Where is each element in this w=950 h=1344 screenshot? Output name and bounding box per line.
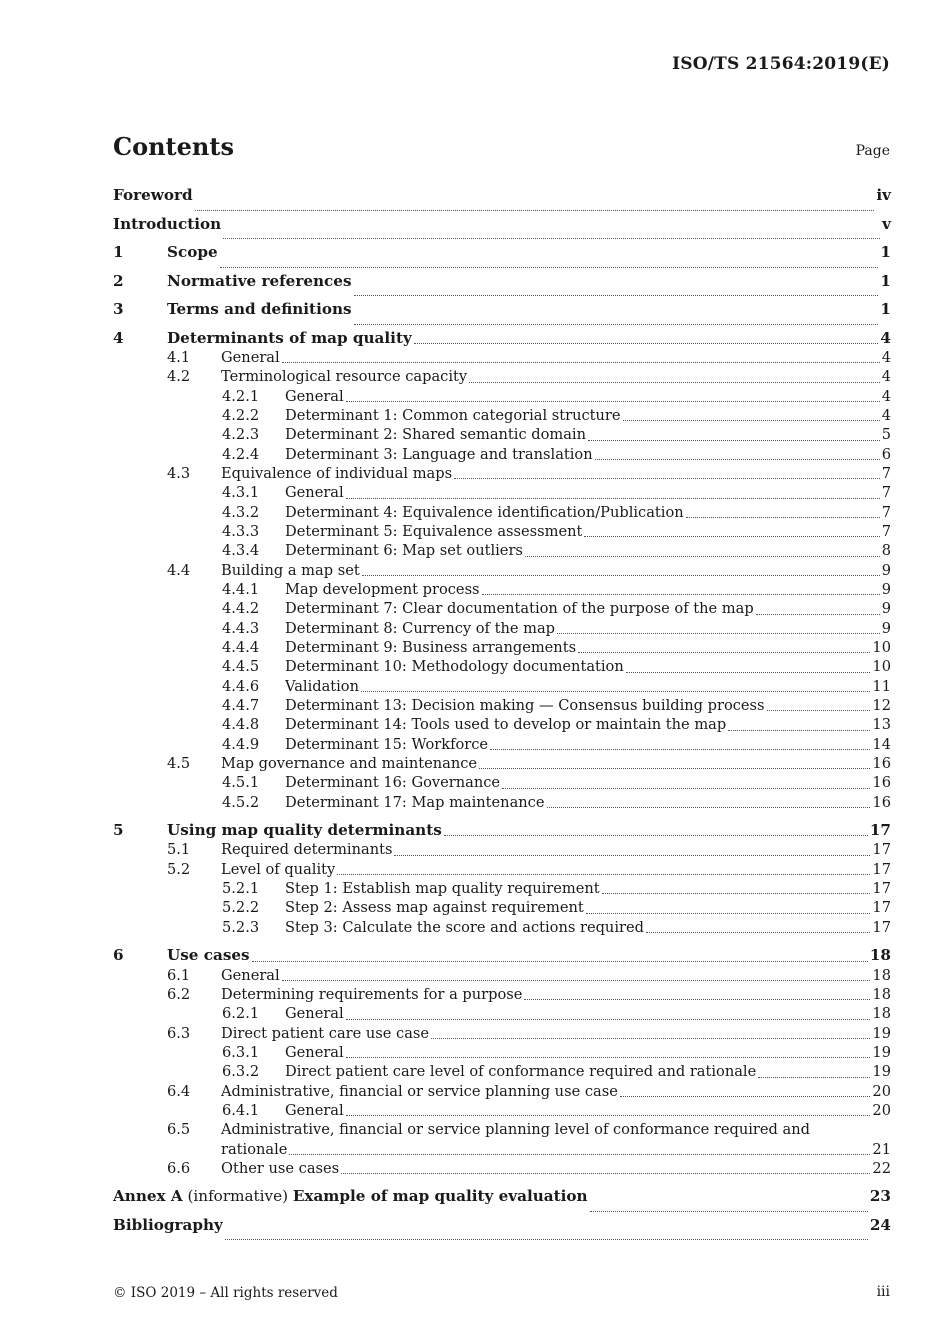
toc-page: 7: [881, 522, 891, 540]
toc-number: 4.4.5: [222, 658, 260, 676]
toc-entry-bibliography[interactable]: [113, 1216, 891, 1245]
toc-page: 11: [872, 677, 891, 695]
toc-page: 16: [872, 774, 891, 792]
toc-entry-6-1[interactable]: [113, 966, 891, 985]
toc-number: 4.3.1: [222, 484, 260, 502]
toc-title: General: [285, 1043, 344, 1061]
toc-title: Map governance and maintenance: [221, 755, 478, 773]
dot-leader: [223, 238, 880, 239]
annex-prefix: Annex A: [113, 1187, 183, 1206]
dot-leader: [578, 652, 870, 653]
dot-leader: [444, 835, 868, 836]
toc-entry-6-4[interactable]: [113, 1082, 891, 1101]
toc-entry-6-4-1[interactable]: [113, 1101, 891, 1120]
toc-entry-4-2-4[interactable]: [113, 445, 891, 464]
toc-title: Terminological resource capacity: [221, 368, 468, 386]
dot-leader: [557, 633, 880, 634]
toc-title: Direct patient care use case: [221, 1024, 430, 1042]
toc-number: 4.4.4: [222, 639, 260, 656]
toc-page: 9: [881, 619, 891, 637]
toc-number: 5.2.2: [222, 899, 260, 917]
dot-leader: [346, 1057, 871, 1058]
toc-title: Determinant 17: Map maintenance: [285, 793, 545, 811]
toc-page: 18: [872, 966, 891, 984]
toc-title: Normative references: [167, 271, 352, 290]
toc-number: 4.5.2: [222, 793, 260, 811]
toc-title: Determinant 2: Shared semantic domain: [285, 426, 586, 444]
toc-number: 6.4: [167, 1082, 191, 1100]
page-number: iii: [876, 1284, 890, 1300]
toc-number: 4.2.2: [222, 406, 260, 424]
dot-leader: [469, 382, 880, 383]
toc-number: 6.5: [167, 1121, 191, 1139]
toc-title: Foreword: [113, 186, 193, 204]
toc-entry-6-6[interactable]: [113, 1159, 891, 1178]
toc-page: 18: [872, 985, 891, 1003]
dot-leader: [346, 401, 880, 402]
toc-number: 6: [113, 946, 124, 965]
toc-page: 1: [880, 243, 891, 261]
toc-title: Determinant 13: Decision making — Consensus building process: [285, 697, 765, 715]
dot-leader: [595, 459, 880, 460]
toc-entry-4-4-9[interactable]: [113, 735, 891, 754]
toc-number: 6.6: [167, 1159, 191, 1177]
toc-number: 4.4.6: [222, 677, 260, 695]
toc-page: 17: [872, 860, 891, 878]
toc-entry-normative-references[interactable]: [113, 272, 891, 301]
toc-title: Introduction: [113, 214, 222, 233]
dot-leader: [394, 855, 870, 856]
toc-page: 14: [872, 735, 891, 753]
toc-title: Administrative, financial or service planning use case: [221, 1082, 618, 1100]
toc-entry-4-4-3[interactable]: [113, 619, 891, 638]
annex-note: (informative): [182, 1187, 293, 1206]
toc-number: 4.4.3: [222, 619, 260, 637]
toc-number: 3: [113, 300, 124, 318]
toc-title: General: [285, 1101, 344, 1119]
toc-title: General: [285, 387, 344, 405]
doc-id: ISO/TS 21564:2019(E): [672, 54, 890, 74]
toc-entry-6-2[interactable]: [113, 985, 891, 1004]
page-column-label: Page: [855, 143, 890, 159]
toc-number: 5.2: [167, 860, 191, 878]
toc-entry-4-4-2[interactable]: [113, 599, 891, 618]
toc-title: Bibliography: [113, 1215, 223, 1234]
toc-page: 4: [881, 387, 891, 405]
toc-entry-5-2[interactable]: [113, 860, 891, 879]
toc-title: Determinant 1: Common categorial structure: [285, 406, 621, 424]
toc-page: 19: [872, 1024, 891, 1042]
toc-number: 4.2: [167, 368, 191, 386]
toc-entry-4-2[interactable]: [113, 367, 891, 386]
dot-leader: [414, 343, 879, 344]
toc-entry-6-3-1[interactable]: [113, 1043, 891, 1062]
toc-page: 17: [872, 841, 891, 859]
toc-number: 5.2.3: [222, 918, 260, 936]
dot-leader: [482, 594, 880, 595]
dot-leader: [225, 1239, 868, 1240]
dot-leader: [490, 749, 870, 750]
toc-number: 4.4.8: [222, 716, 260, 734]
toc-page: 24: [869, 1215, 891, 1234]
toc-page: 1: [880, 271, 891, 290]
toc-entry-4-2-2[interactable]: [113, 406, 891, 425]
dot-leader: [524, 999, 870, 1000]
toc-page: v: [882, 214, 891, 233]
toc-title: Determinant 9: Business arrangements: [285, 639, 577, 656]
contents-title: Contents: [113, 132, 234, 161]
toc-entry-4-5[interactable]: [113, 754, 891, 773]
toc-entry-4-4-6[interactable]: [113, 677, 891, 696]
dot-leader: [220, 267, 879, 268]
toc-title: Map development process: [285, 580, 480, 598]
toc-entry-4-2-1[interactable]: [113, 387, 891, 406]
dot-leader: [686, 517, 880, 518]
toc-entry-5-2-1[interactable]: [113, 879, 891, 898]
toc-title: [113, 1187, 588, 1206]
dot-leader: [626, 672, 871, 673]
toc-number: 4.4.9: [222, 735, 260, 753]
toc-number: 4.5: [167, 755, 191, 773]
toc-entry-4-5-2[interactable]: [113, 793, 891, 812]
toc-title: Determinants of map quality: [167, 328, 412, 347]
dot-leader: [623, 420, 880, 421]
dot-leader: [354, 295, 879, 296]
toc-entry-4-3-4[interactable]: [113, 541, 891, 560]
dot-leader: [756, 614, 880, 615]
toc-entry-4-4[interactable]: [113, 561, 891, 580]
toc-number: 4.3: [167, 464, 191, 482]
toc-number: 4.5.1: [222, 774, 260, 792]
dot-leader: [341, 1173, 870, 1174]
toc-number: 1: [113, 243, 124, 261]
toc-number: 4: [113, 328, 124, 347]
toc-entry-terms-and-definitions[interactable]: [113, 300, 891, 329]
toc-number: 2: [113, 271, 124, 290]
toc-entry-introduction[interactable]: [113, 215, 891, 244]
toc-page: 20: [872, 1101, 891, 1119]
toc-title: Determinant 14: Tools used to develop or maintain the map: [285, 716, 727, 734]
toc-number: 6.3: [167, 1024, 191, 1042]
toc-title: Determinant 6: Map set outliers: [285, 542, 523, 560]
toc-number: 4.4.2: [222, 600, 260, 618]
toc-entry-6-5[interactable]: [113, 1120, 891, 1159]
toc-title: Level of quality: [221, 860, 336, 878]
toc-entry-5-1[interactable]: [113, 840, 891, 859]
toc-number: 5: [113, 821, 124, 840]
toc-title: Other use cases: [221, 1159, 340, 1177]
toc-title: Validation: [285, 677, 359, 695]
toc-title: Building a map set: [221, 561, 360, 579]
toc-entry-4-4-5[interactable]: [113, 657, 891, 676]
dot-leader: [525, 556, 880, 557]
toc-title: Step 1: Establish map quality requirement: [285, 880, 600, 898]
toc-page: 20: [872, 1082, 891, 1100]
toc-number: 6.2.1: [222, 1005, 260, 1023]
toc-number: 4.3.3: [222, 522, 260, 540]
dot-leader: [289, 1154, 870, 1155]
toc-page: 12: [872, 697, 891, 715]
toc-entry-4-3-1[interactable]: [113, 483, 891, 502]
dot-leader: [586, 913, 871, 914]
toc-title-line-2: rationale: [221, 1140, 288, 1158]
toc-entry-determinants[interactable]: [113, 329, 891, 348]
toc-entry-annex-a[interactable]: [113, 1187, 891, 1216]
toc-number: 4.3.4: [222, 542, 260, 560]
toc-entry-6-2-1[interactable]: [113, 1004, 891, 1023]
toc-title: Equivalence of individual maps: [221, 464, 453, 482]
toc-title-line-2-row: [221, 1140, 891, 1159]
toc-title: Step 3: Calculate the score and actions required: [285, 918, 644, 936]
dot-leader: [282, 362, 880, 363]
toc-number: 4.4: [167, 561, 191, 579]
toc-page: 18: [872, 1005, 891, 1023]
toc-page: iv: [876, 186, 891, 204]
toc-page: 13: [872, 716, 891, 734]
dot-leader: [590, 1211, 868, 1212]
toc-entry-use-cases[interactable]: [113, 946, 891, 965]
dot-leader: [252, 961, 868, 962]
toc-entry-4-4-4[interactable]: [113, 638, 891, 657]
toc-entry-scope[interactable]: [113, 243, 891, 272]
toc-title: Terms and definitions: [167, 300, 352, 318]
toc-page: 17: [872, 880, 891, 898]
toc-title: General: [221, 348, 280, 366]
toc-title: Direct patient care level of conformance required and rationale: [285, 1063, 757, 1081]
toc-title: Determinant 8: Currency of the map: [285, 619, 556, 637]
toc-title-line-1: Administrative, financial or service planning level of conformance required and: [221, 1121, 810, 1139]
toc-number: 6.3.2: [222, 1063, 260, 1081]
toc-title: Determinant 16: Governance: [285, 774, 501, 792]
toc-entry-4-3[interactable]: [113, 464, 891, 483]
toc-title: Determinant 7: Clear documentation of the purpose of the map: [285, 600, 754, 618]
toc-page: 10: [872, 658, 891, 676]
toc-page: 4: [880, 328, 891, 347]
toc-page: 9: [881, 561, 891, 579]
toc-title: Using map quality determinants: [167, 821, 442, 840]
toc-number: 4.2.4: [222, 445, 260, 463]
toc-page: 23: [869, 1187, 891, 1206]
dot-leader: [588, 440, 880, 441]
toc-number: 6.4.1: [222, 1101, 260, 1119]
toc-page: 4: [881, 348, 891, 366]
toc-page: 17: [872, 899, 891, 917]
dot-leader: [354, 324, 879, 325]
toc-number: 6.1: [167, 966, 191, 984]
dot-leader: [502, 788, 870, 789]
toc-page: 9: [881, 580, 891, 598]
toc-number: 4.4.1: [222, 580, 260, 598]
toc-title: Determinant 3: Language and translation: [285, 445, 593, 463]
toc-number: 4.2.3: [222, 426, 260, 444]
toc-page: 1: [880, 300, 891, 318]
toc-entry-4-2-3[interactable]: [113, 425, 891, 444]
toc-entry-4-1[interactable]: [113, 348, 891, 367]
toc-entry-foreword[interactable]: [113, 186, 891, 215]
toc-entry-4-3-2[interactable]: [113, 503, 891, 522]
dot-leader: [602, 893, 871, 894]
toc-page: 17: [869, 821, 891, 840]
dot-leader: [346, 1019, 871, 1020]
toc-page: 16: [872, 755, 891, 773]
dot-leader: [431, 1038, 870, 1039]
toc-page: 7: [881, 484, 891, 502]
toc-number: 6.3.1: [222, 1043, 260, 1061]
toc-entry-4-4-1[interactable]: [113, 580, 891, 599]
toc-number: 4.3.2: [222, 503, 260, 521]
toc-number: 4.4.7: [222, 697, 260, 715]
dot-leader: [646, 932, 870, 933]
dot-leader: [346, 498, 880, 499]
toc-page: 4: [881, 368, 891, 386]
toc-title: Required determinants: [221, 841, 393, 859]
toc-page: 6: [881, 445, 891, 463]
toc-entry-6-3-2[interactable]: [113, 1062, 891, 1081]
toc-page: 5: [881, 426, 891, 444]
toc-page: 7: [881, 503, 891, 521]
dot-leader: [346, 1115, 871, 1116]
toc-page: 16: [872, 793, 891, 811]
dot-leader: [767, 710, 871, 711]
toc-entry-5-2-2[interactable]: [113, 898, 891, 917]
toc-title: General: [221, 966, 280, 984]
dot-leader: [620, 1096, 871, 1097]
toc-page: 22: [872, 1159, 891, 1177]
toc-page: 18: [869, 946, 891, 965]
table-of-contents: [113, 186, 891, 1244]
dot-leader: [479, 768, 870, 769]
dot-leader: [361, 691, 870, 692]
toc-page: 8: [881, 542, 891, 560]
toc-entry-6-3[interactable]: [113, 1024, 891, 1043]
toc-title: Determining requirements for a purpose: [221, 985, 523, 1003]
toc-number: 5.1: [167, 841, 191, 859]
toc-entry-using-determinants[interactable]: [113, 821, 891, 840]
annex-title: Example of map quality evaluation: [292, 1187, 588, 1206]
dot-leader: [454, 478, 880, 479]
toc-entry-4-4-7[interactable]: [113, 696, 891, 715]
toc-entry-4-5-1[interactable]: [113, 773, 891, 792]
dot-leader: [282, 980, 871, 981]
toc-page: 4: [881, 406, 891, 424]
toc-title: General: [285, 1005, 344, 1023]
dot-leader: [362, 575, 880, 576]
toc-title: Determinant 15: Workforce: [285, 735, 489, 753]
dot-leader: [728, 730, 870, 731]
dot-leader: [584, 536, 879, 537]
toc-entry-4-3-3[interactable]: [113, 522, 891, 541]
dot-leader: [758, 1077, 870, 1078]
toc-entry-5-2-3[interactable]: [113, 918, 891, 937]
toc-number: 4.1: [167, 348, 191, 366]
dot-leader: [195, 210, 875, 211]
toc-wrapped-body: [221, 1120, 891, 1159]
toc-title: Use cases: [167, 946, 250, 965]
toc-number: 4.2.1: [222, 387, 260, 405]
toc-number: 6.2: [167, 985, 191, 1003]
toc-title: Determinant 10: Methodology documentation: [285, 658, 624, 676]
toc-page: 9: [881, 600, 891, 618]
toc-page: 17: [872, 918, 891, 936]
toc-page: 19: [872, 1063, 891, 1081]
toc-title: Determinant 5: Equivalence assessment: [285, 522, 583, 540]
dot-leader: [337, 874, 870, 875]
dot-leader: [547, 807, 871, 808]
toc-page: 7: [881, 464, 891, 482]
toc-title: Step 2: Assess map against requirement: [285, 899, 584, 917]
toc-title: Scope: [167, 243, 218, 261]
toc-title: General: [285, 484, 344, 502]
toc-page: 19: [872, 1043, 891, 1061]
toc-page: 21: [872, 1140, 891, 1158]
copyright-notice: © ISO 2019 – All rights reserved: [113, 1285, 338, 1301]
toc-page: 10: [872, 639, 891, 656]
toc-entry-4-4-8[interactable]: [113, 715, 891, 734]
toc-title: Determinant 4: Equivalence identification/Publication: [285, 503, 684, 521]
toc-number: 5.2.1: [222, 880, 260, 898]
